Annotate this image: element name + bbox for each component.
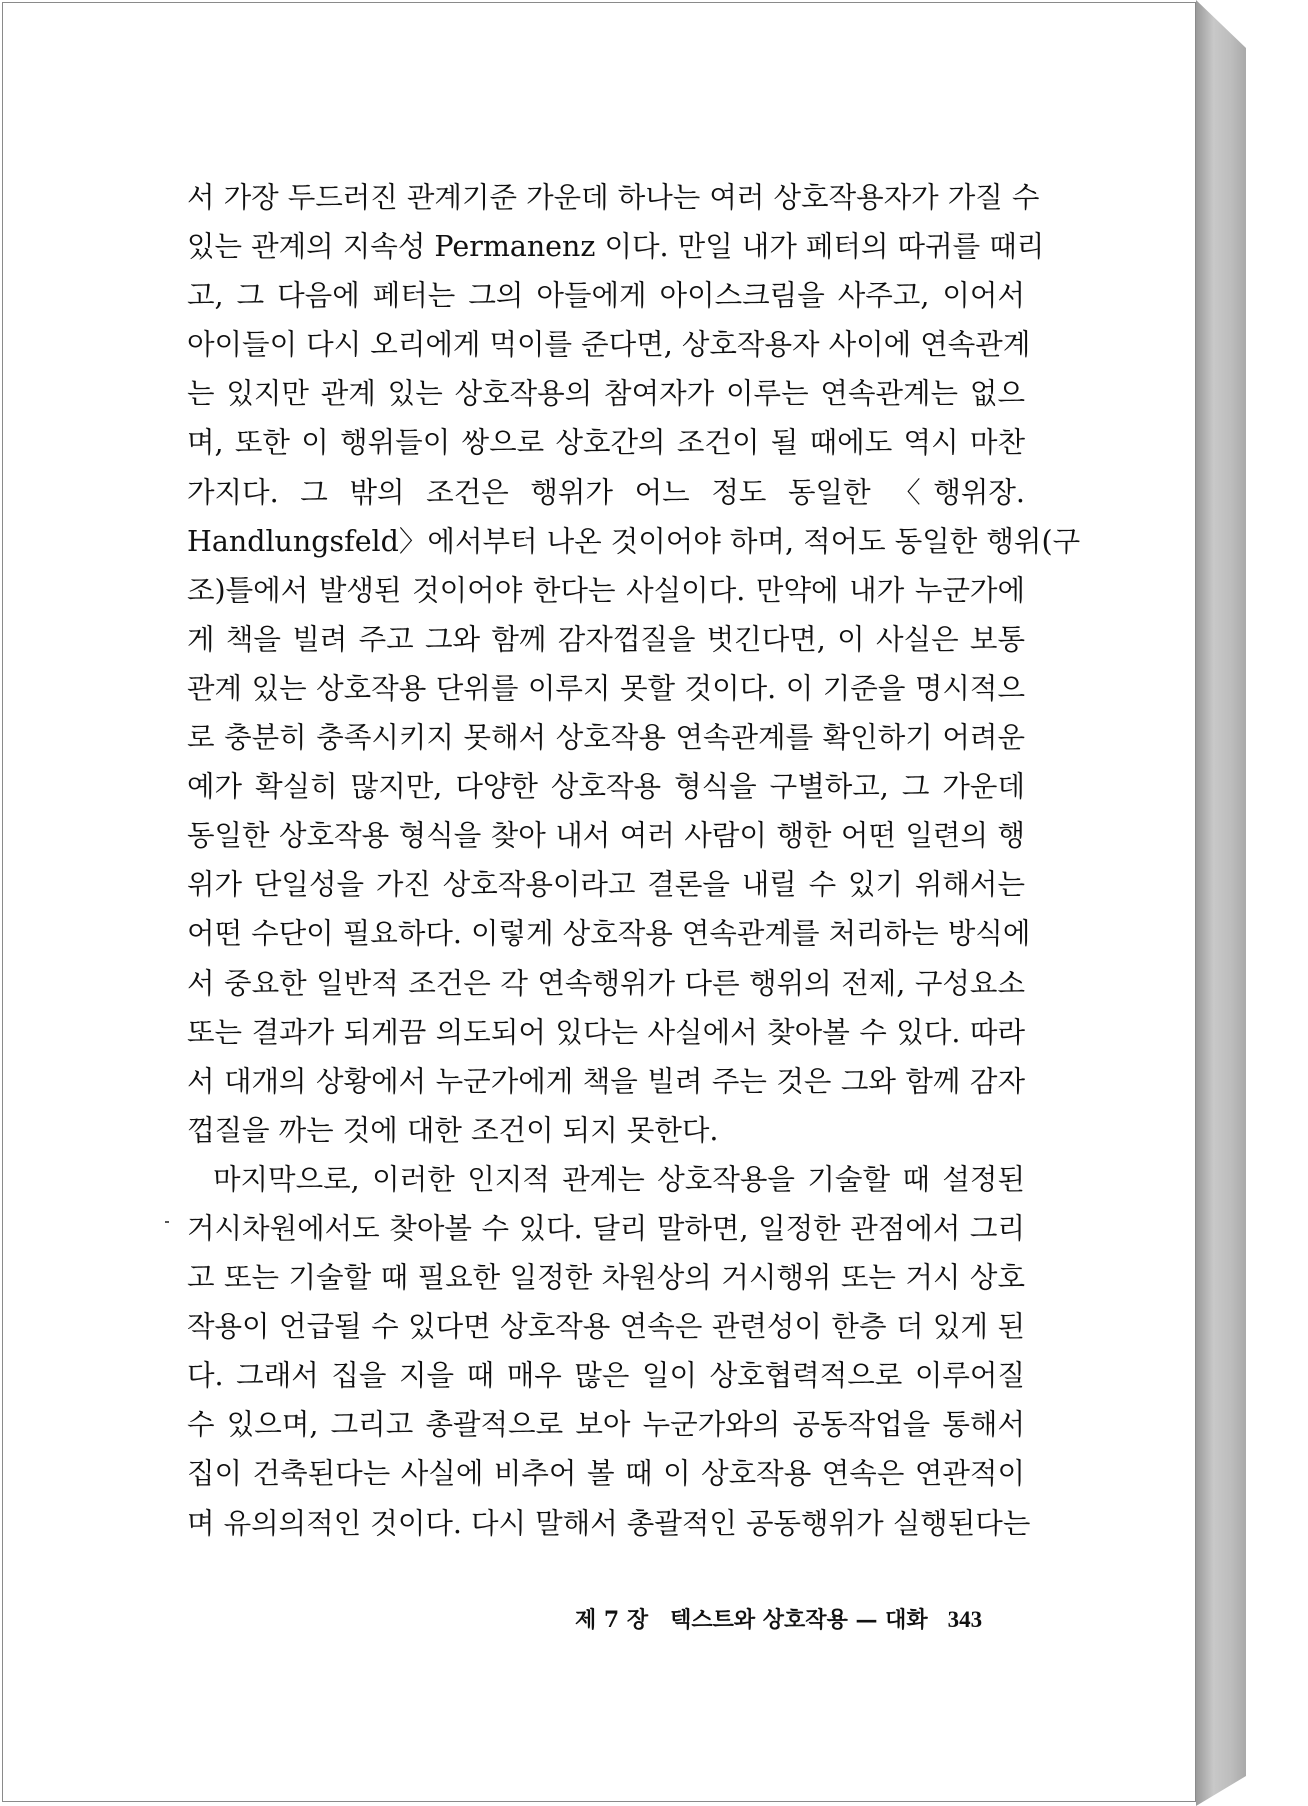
text-line: Handlungsfeld〉에서부터 나온 것이어야 하며, 적어도 동일한 행위(구 — [187, 524, 1081, 558]
text-line: 게 책을 빌려 주고 그와 함께 감자껍질을 벗긴다면, 이 사실은 보통 — [187, 622, 1025, 656]
running-footer — [575, 1603, 1005, 1634]
margin-mark — [165, 1221, 169, 1223]
text-line: 아이들이 다시 오리에게 먹이를 준다면, 상호작용자 사이에 연속관계 — [187, 328, 1031, 362]
paragraph-end-line: 껍질을 까는 것에 대한 조건이 되지 못한다. — [187, 1113, 719, 1147]
text-line: 또는 결과가 되게끔 의도되어 있다는 사실에서 찾아볼 수 있다. 따라 — [187, 1015, 1025, 1049]
text-line: 조)틀에서 발생된 것이어야 한다는 사실이다. 만약에 내가 누군가에 — [187, 573, 1025, 607]
text-line: 서 대개의 상황에서 누군가에게 책을 빌려 주는 것은 그와 함께 감자 — [187, 1064, 1025, 1098]
body-text — [187, 173, 1081, 1548]
text-line: 거시차원에서도 찾아볼 수 있다. 달리 말하면, 일정한 관점에서 그리 — [187, 1211, 1025, 1245]
text-line: 로 충분히 충족시키지 못해서 상호작용 연속관계를 확인하기 어려운 — [187, 721, 1025, 755]
book-page-edge — [1196, 0, 1246, 1806]
text-line: 집이 건축된다는 사실에 비추어 볼 때 이 상호작용 연속은 연관적이 — [187, 1457, 1025, 1491]
text-line: 서 중요한 일반적 조건은 각 연속행위가 다른 행위의 전제, 구성요소 — [187, 966, 1025, 1000]
text-line: 서 가장 두드러진 관계기준 가운데 하나는 여러 상호작용자가 가질 수 — [187, 181, 1040, 214]
text-line: 가지다. 그 밖의 조건은 행위가 어느 정도 동일한 〈행위장. — [187, 475, 1025, 509]
text-line: 다. 그래서 집을 지을 때 매우 많은 일이 상호협력적으로 이루어질 — [187, 1359, 1025, 1393]
text-line: 어떤 수단이 필요하다. 이렇게 상호작용 연속관계를 처리하는 방식에 — [187, 917, 1031, 951]
text-line: 동일한 상호작용 형식을 찾아 내서 여러 사람이 행한 어떤 일련의 행 — [187, 819, 1025, 853]
text-line: 예가 확실히 많지만, 다양한 상호작용 형식을 구별하고, 그 가운데 — [187, 770, 1025, 804]
text-line: 작용이 언급될 수 있다면 상호작용 연속은 관련성이 한층 더 있게 된 — [187, 1310, 1025, 1344]
text-line: 관계 있는 상호작용 단위를 이루지 못할 것이다. 이 기준을 명시적으 — [187, 671, 1025, 705]
footer-title: 텍스트와 상호작용 — 대화 — [670, 1607, 928, 1633]
text-line: 는 있지만 관계 있는 상호작용의 참여자가 이루는 연속관계는 없으 — [187, 377, 1025, 411]
text-line: 있는 관계의 지속성 Permanenz 이다. 만일 내가 페터의 따귀를 때리 — [187, 230, 1045, 264]
text-line: 며 유의의적인 것이다. 다시 말해서 총괄적인 공동행위가 실행된다는 — [187, 1506, 1031, 1540]
page-number: 343 — [947, 1607, 983, 1632]
text-line: 고 또는 기술할 때 필요한 일정한 차원상의 거시행위 또는 거시 상호 — [187, 1261, 1025, 1295]
text-line: 며, 또한 이 행위들이 쌍으로 상호간의 조건이 될 때에도 역시 마찬 — [187, 426, 1025, 460]
text-line: 위가 단일성을 가진 상호작용이라고 결론을 내릴 수 있기 위해서는 — [187, 868, 1025, 902]
book-page — [2, 2, 1196, 1802]
text-line: 고, 그 다음에 페터는 그의 아들에게 아이스크림을 사주고, 이어서 — [187, 279, 1025, 313]
footer-chapter: 제 7 장 — [575, 1607, 649, 1633]
paragraph-start-line: 마지막으로, 이러한 인지적 관계는 상호작용을 기술할 때 설정된 — [213, 1162, 1025, 1196]
text-line: 수 있으며, 그리고 총괄적으로 보아 누군가와의 공동작업을 통해서 — [187, 1408, 1025, 1442]
